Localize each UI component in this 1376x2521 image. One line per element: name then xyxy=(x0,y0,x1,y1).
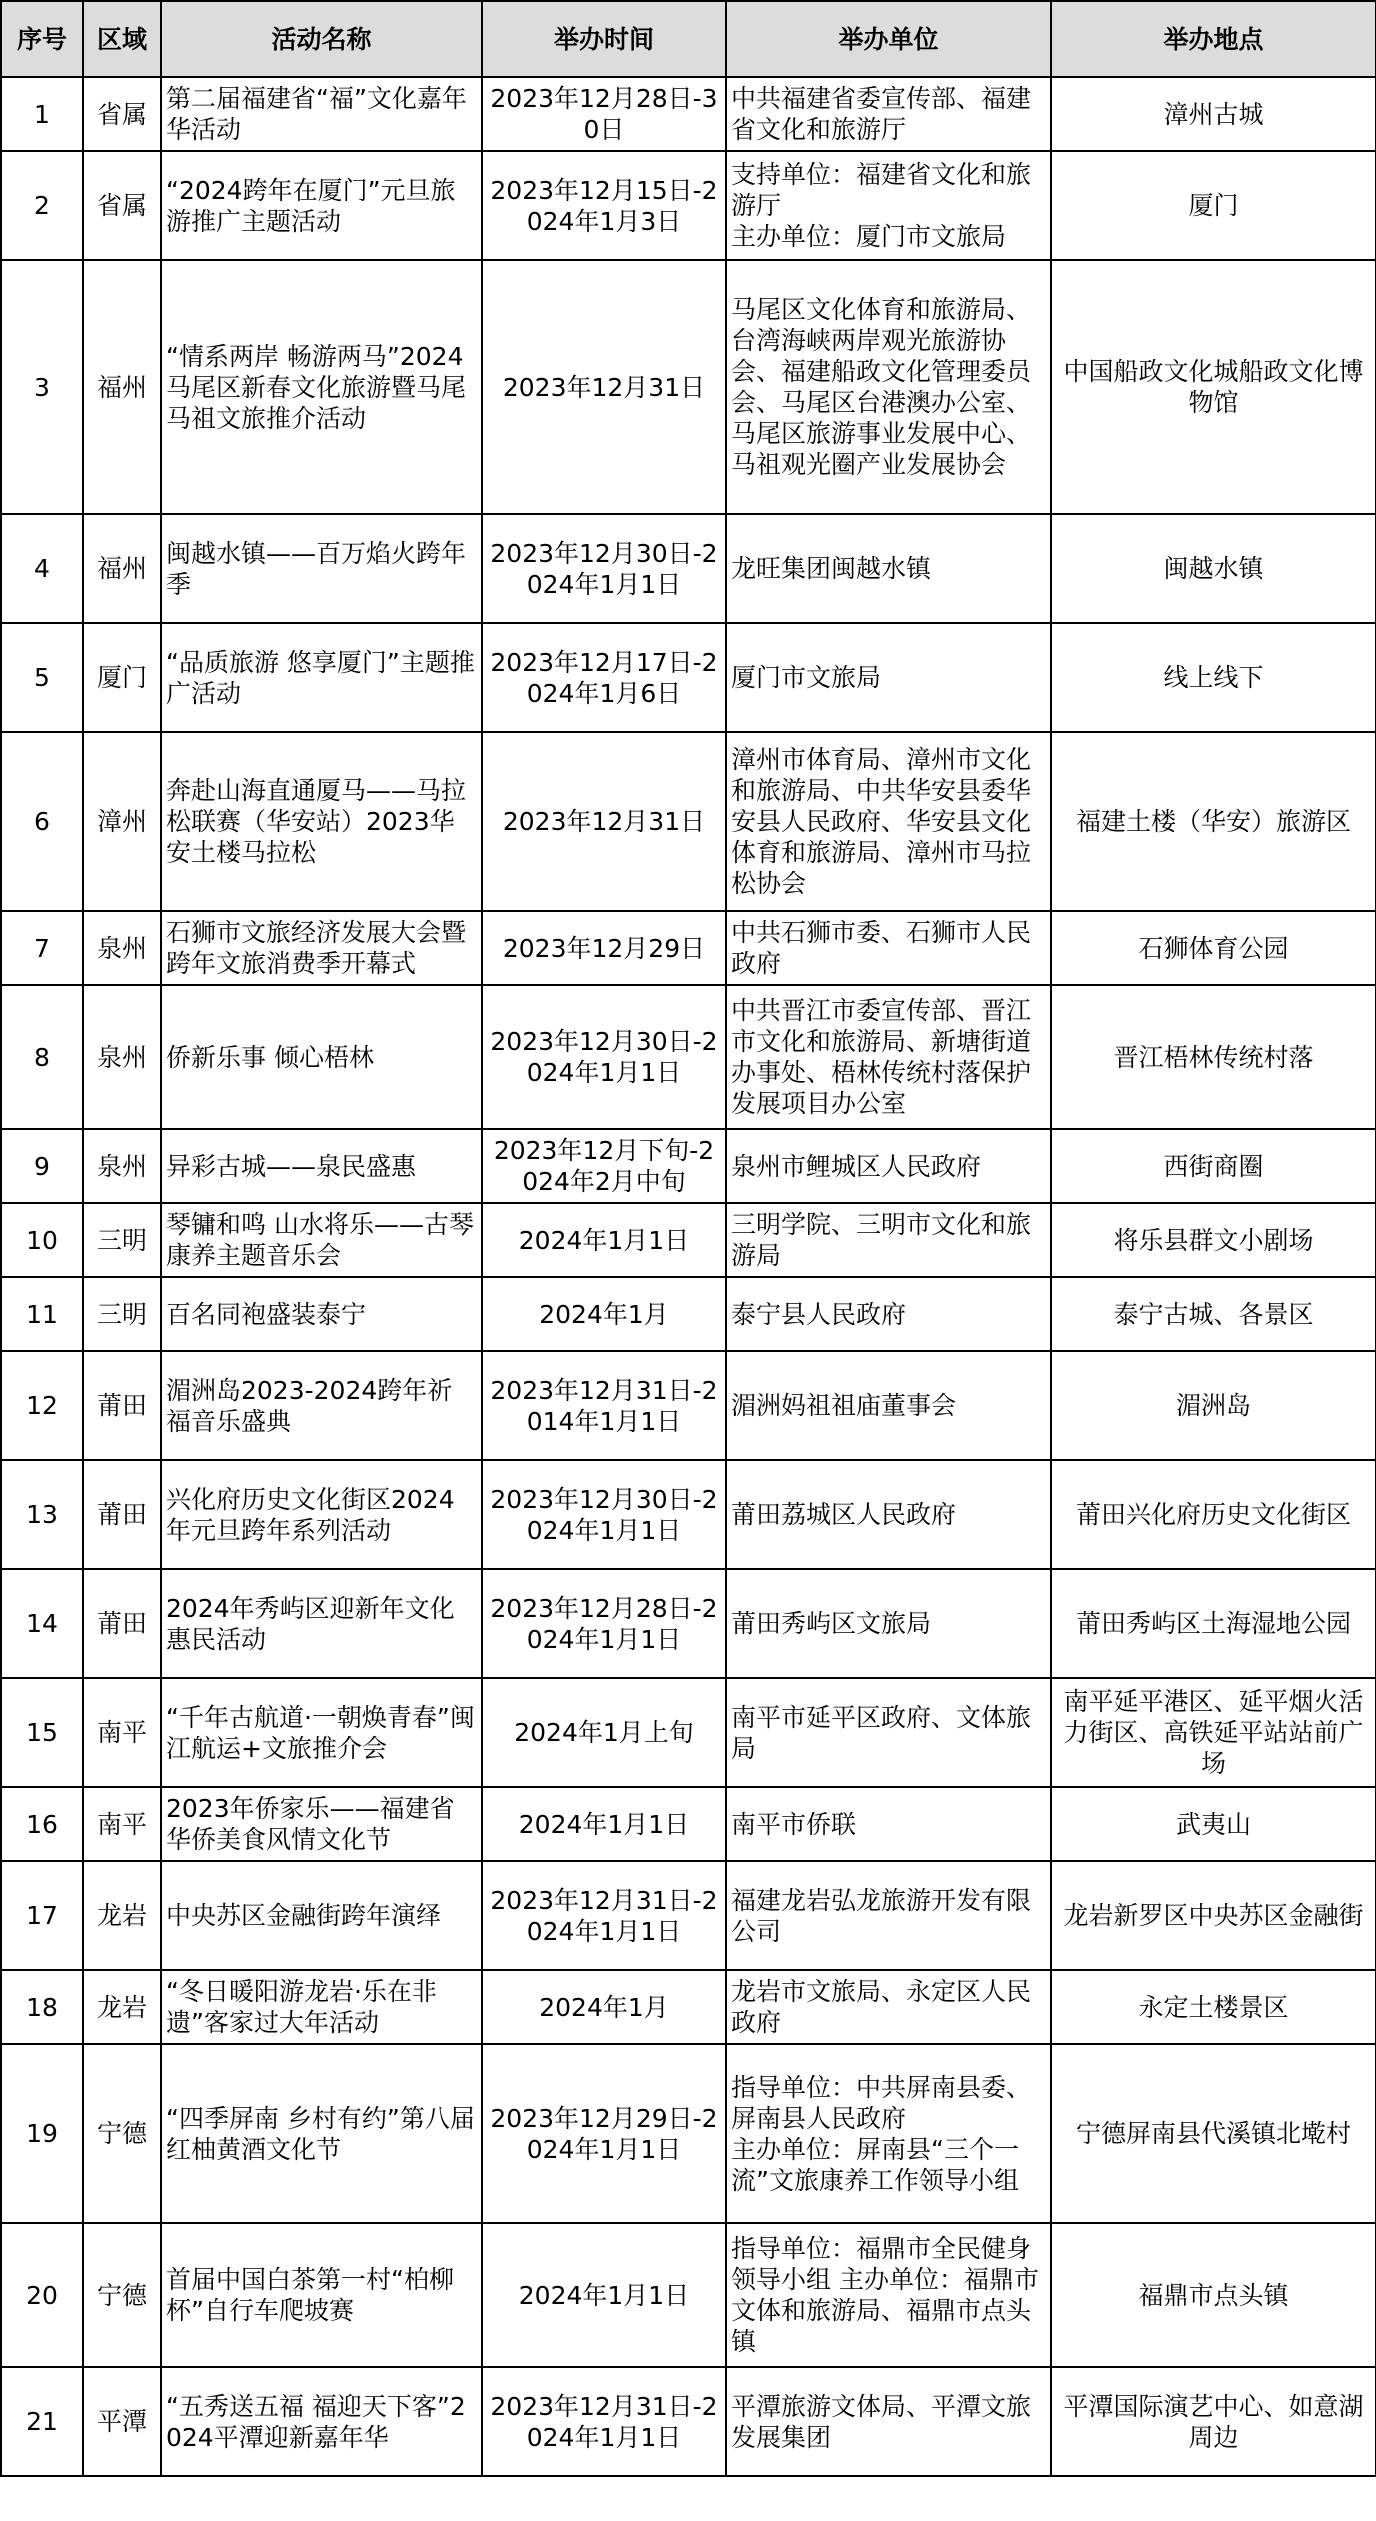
table-row xyxy=(1,1351,1376,1460)
header-row xyxy=(1,1,1376,77)
cell-venue: 泰宁古城、各景区 xyxy=(1051,1277,1376,1351)
cell-region: 莆田 xyxy=(83,1351,161,1460)
cell-region: 三明 xyxy=(83,1203,161,1277)
cell-name: 第二届福建省“福”文化嘉年华活动 xyxy=(161,77,482,151)
table-row xyxy=(1,2223,1376,2367)
cell-region: 省属 xyxy=(83,151,161,260)
header-name: 活动名称 xyxy=(161,1,482,77)
cell-region: 南平 xyxy=(83,1678,161,1787)
cell-region: 莆田 xyxy=(83,1569,161,1678)
header-time: 举办时间 xyxy=(482,1,726,77)
cell-venue: 将乐县群文小剧场 xyxy=(1051,1203,1376,1277)
cell-organizer: 指导单位：福鼎市全民健身领导小组 主办单位：福鼎市文体和旅游局、福鼎市点头镇 xyxy=(726,2223,1051,2367)
cell-name: 石狮市文旅经济发展大会暨跨年文旅消费季开幕式 xyxy=(161,911,482,985)
cell-time: 2023年12月31日-2024年1月1日 xyxy=(482,2367,726,2476)
cell-region: 厦门 xyxy=(83,623,161,732)
table-row xyxy=(1,1678,1376,1787)
cell-name: 异彩古城——泉民盛惠 xyxy=(161,1129,482,1203)
cell-organizer: 中共石狮市委、石狮市人民政府 xyxy=(726,911,1051,985)
table-row xyxy=(1,1129,1376,1203)
cell-region: 漳州 xyxy=(83,732,161,911)
cell-name: “四季屏南 乡村有约”第八届红柚黄酒文化节 xyxy=(161,2044,482,2223)
cell-no: 2 xyxy=(1,151,83,260)
header-organizer: 举办单位 xyxy=(726,1,1051,77)
cell-organizer: 莆田秀屿区文旅局 xyxy=(726,1569,1051,1678)
cell-time: 2024年1月1日 xyxy=(482,1787,726,1861)
cell-no: 16 xyxy=(1,1787,83,1861)
cell-time: 2024年1月 xyxy=(482,1970,726,2044)
cell-venue: 湄洲岛 xyxy=(1051,1351,1376,1460)
cell-name: “品质旅游 悠享厦门”主题推广活动 xyxy=(161,623,482,732)
cell-time: 2023年12月28日-2024年1月1日 xyxy=(482,1569,726,1678)
cell-venue: 西街商圈 xyxy=(1051,1129,1376,1203)
table-row xyxy=(1,623,1376,732)
table-row xyxy=(1,911,1376,985)
table-row xyxy=(1,151,1376,260)
cell-organizer: 马尾区文化体育和旅游局、台湾海峡两岸观光旅游协会、福建船政文化管理委员会、马尾区台港澳办公室、马尾区旅游事业发展中心、马祖观光圈产业发展协会 xyxy=(726,260,1051,514)
cell-time: 2023年12月31日 xyxy=(482,732,726,911)
cell-region: 南平 xyxy=(83,1787,161,1861)
cell-venue: 石狮体育公园 xyxy=(1051,911,1376,985)
cell-no: 3 xyxy=(1,260,83,514)
cell-venue: 永定土楼景区 xyxy=(1051,1970,1376,2044)
cell-no: 17 xyxy=(1,1861,83,1970)
cell-no: 13 xyxy=(1,1460,83,1569)
table-row xyxy=(1,1569,1376,1678)
cell-time: 2023年12月28日-30日 xyxy=(482,77,726,151)
cell-time: 2023年12月31日-2014年1月1日 xyxy=(482,1351,726,1460)
cell-name: 2024年秀屿区迎新年文化惠民活动 xyxy=(161,1569,482,1678)
table-row xyxy=(1,260,1376,514)
cell-organizer: 厦门市文旅局 xyxy=(726,623,1051,732)
cell-time: 2023年12月下旬-2024年2月中旬 xyxy=(482,1129,726,1203)
table-row xyxy=(1,1460,1376,1569)
cell-name: 中央苏区金融街跨年演绎 xyxy=(161,1861,482,1970)
table-row xyxy=(1,514,1376,623)
cell-organizer: 湄洲妈祖祖庙董事会 xyxy=(726,1351,1051,1460)
cell-organizer: 中共晋江市委宣传部、晋江市文化和旅游局、新塘街道办事处、梧林传统村落保护发展项目办公室 xyxy=(726,985,1051,1129)
cell-region: 福州 xyxy=(83,514,161,623)
table-row xyxy=(1,1787,1376,1861)
cell-time: 2023年12月29日-2024年1月1日 xyxy=(482,2044,726,2223)
cell-time: 2024年1月上旬 xyxy=(482,1678,726,1787)
cell-region: 平潭 xyxy=(83,2367,161,2476)
cell-region: 泉州 xyxy=(83,1129,161,1203)
cell-no: 1 xyxy=(1,77,83,151)
cell-no: 12 xyxy=(1,1351,83,1460)
cell-region: 省属 xyxy=(83,77,161,151)
cell-time: 2024年1月1日 xyxy=(482,1203,726,1277)
cell-time: 2023年12月30日-2024年1月1日 xyxy=(482,985,726,1129)
cell-organizer: 三明学院、三明市文化和旅游局 xyxy=(726,1203,1051,1277)
cell-no: 8 xyxy=(1,985,83,1129)
cell-time: 2023年12月31日 xyxy=(482,260,726,514)
header-no: 序号 xyxy=(1,1,83,77)
cell-organizer: 指导单位：中共屏南县委、屏南县人民政府 主办单位：屏南县“三个一流”文旅康养工作领导小组 xyxy=(726,2044,1051,2223)
table-row xyxy=(1,1203,1376,1277)
cell-venue: 莆田兴化府历史文化街区 xyxy=(1051,1460,1376,1569)
cell-venue: 闽越水镇 xyxy=(1051,514,1376,623)
cell-name: 奔赴山海直通厦马——马拉松联赛（华安站）2023华安土楼马拉松 xyxy=(161,732,482,911)
table-row xyxy=(1,77,1376,151)
cell-no: 19 xyxy=(1,2044,83,2223)
cell-venue: 南平延平港区、延平烟火活力街区、高铁延平站站前广场 xyxy=(1051,1678,1376,1787)
cell-organizer: 福建龙岩弘龙旅游开发有限公司 xyxy=(726,1861,1051,1970)
cell-venue: 福鼎市点头镇 xyxy=(1051,2223,1376,2367)
cell-organizer: 中共福建省委宣传部、福建省文化和旅游厅 xyxy=(726,77,1051,151)
cell-organizer: 南平市侨联 xyxy=(726,1787,1051,1861)
cell-name: “五秀送五福 福迎天下客”2024平潭迎新嘉年华 xyxy=(161,2367,482,2476)
cell-organizer: 南平市延平区政府、文体旅局 xyxy=(726,1678,1051,1787)
table-row xyxy=(1,2044,1376,2223)
cell-organizer: 泰宁县人民政府 xyxy=(726,1277,1051,1351)
cell-name: 首届中国白茶第一村“柏柳杯”自行车爬坡赛 xyxy=(161,2223,482,2367)
cell-name: “情系两岸 畅游两马”2024马尾区新春文化旅游暨马尾马祖文旅推介活动 xyxy=(161,260,482,514)
cell-name: 百名同袍盛装泰宁 xyxy=(161,1277,482,1351)
cell-venue: 线上线下 xyxy=(1051,623,1376,732)
cell-no: 11 xyxy=(1,1277,83,1351)
cell-venue: 龙岩新罗区中央苏区金融街 xyxy=(1051,1861,1376,1970)
cell-no: 7 xyxy=(1,911,83,985)
cell-region: 泉州 xyxy=(83,985,161,1129)
cell-name: 兴化府历史文化街区2024年元旦跨年系列活动 xyxy=(161,1460,482,1569)
header-venue: 举办地点 xyxy=(1051,1,1376,77)
cell-name: “冬日暖阳游龙岩·乐在非遗”客家过大年活动 xyxy=(161,1970,482,2044)
cell-region: 莆田 xyxy=(83,1460,161,1569)
table-row xyxy=(1,732,1376,911)
cell-organizer: 龙岩市文旅局、永定区人民政府 xyxy=(726,1970,1051,2044)
cell-name: “2024跨年在厦门”元旦旅游推广主题活动 xyxy=(161,151,482,260)
cell-venue: 武夷山 xyxy=(1051,1787,1376,1861)
cell-region: 宁德 xyxy=(83,2223,161,2367)
cell-name: “千年古航道·一朝焕青春”闽江航运+文旅推介会 xyxy=(161,1678,482,1787)
cell-no: 14 xyxy=(1,1569,83,1678)
cell-time: 2024年1月 xyxy=(482,1277,726,1351)
cell-venue: 晋江梧林传统村落 xyxy=(1051,985,1376,1129)
cell-venue: 福建土楼（华安）旅游区 xyxy=(1051,732,1376,911)
table-row xyxy=(1,1277,1376,1351)
cell-no: 9 xyxy=(1,1129,83,1203)
cell-time: 2023年12月30日-2024年1月1日 xyxy=(482,514,726,623)
cell-region: 宁德 xyxy=(83,2044,161,2223)
cell-time: 2023年12月17日-2024年1月6日 xyxy=(482,623,726,732)
table-row xyxy=(1,985,1376,1129)
cell-time: 2023年12月30日-2024年1月1日 xyxy=(482,1460,726,1569)
cell-no: 18 xyxy=(1,1970,83,2044)
cell-no: 6 xyxy=(1,732,83,911)
cell-time: 2023年12月31日-2024年1月1日 xyxy=(482,1861,726,1970)
cell-name: 闽越水镇——百万焰火跨年季 xyxy=(161,514,482,623)
cell-organizer: 龙旺集团闽越水镇 xyxy=(726,514,1051,623)
cell-time: 2023年12月29日 xyxy=(482,911,726,985)
table-row xyxy=(1,1970,1376,2044)
cell-no: 10 xyxy=(1,1203,83,1277)
cell-no: 4 xyxy=(1,514,83,623)
cell-venue: 宁德屏南县代溪镇北墘村 xyxy=(1051,2044,1376,2223)
cell-organizer: 支持单位：福建省文化和旅游厅 主办单位：厦门市文旅局 xyxy=(726,151,1051,260)
cell-time: 2023年12月15日-2024年1月3日 xyxy=(482,151,726,260)
cell-no: 15 xyxy=(1,1678,83,1787)
cell-region: 龙岩 xyxy=(83,1970,161,2044)
cell-time: 2024年1月1日 xyxy=(482,2223,726,2367)
cell-name: 侨新乐事 倾心梧林 xyxy=(161,985,482,1129)
cell-no: 5 xyxy=(1,623,83,732)
cell-organizer: 漳州市体育局、漳州市文化和旅游局、中共华安县委华安县人民政府、华安县文化体育和旅游局、漳州市马拉松协会 xyxy=(726,732,1051,911)
table-row xyxy=(1,2367,1376,2476)
cell-venue: 漳州古城 xyxy=(1051,77,1376,151)
cell-venue: 厦门 xyxy=(1051,151,1376,260)
cell-region: 三明 xyxy=(83,1277,161,1351)
cell-no: 21 xyxy=(1,2367,83,2476)
cell-name: 琴镛和鸣 山水将乐——古琴康养主题音乐会 xyxy=(161,1203,482,1277)
cell-no: 20 xyxy=(1,2223,83,2367)
cell-organizer: 泉州市鲤城区人民政府 xyxy=(726,1129,1051,1203)
cell-venue: 平潭国际演艺中心、如意湖周边 xyxy=(1051,2367,1376,2476)
cell-venue: 莆田秀屿区土海湿地公园 xyxy=(1051,1569,1376,1678)
cell-region: 龙岩 xyxy=(83,1861,161,1970)
cell-organizer: 莆田荔城区人民政府 xyxy=(726,1460,1051,1569)
cell-name: 2023年侨家乐——福建省华侨美食风情文化节 xyxy=(161,1787,482,1861)
cell-venue: 中国船政文化城船政文化博物馆 xyxy=(1051,260,1376,514)
cell-region: 泉州 xyxy=(83,911,161,985)
table-row xyxy=(1,1861,1376,1970)
header-region: 区域 xyxy=(83,1,161,77)
cell-region: 福州 xyxy=(83,260,161,514)
cell-organizer: 平潭旅游文体局、平潭文旅发展集团 xyxy=(726,2367,1051,2476)
cell-name: 湄洲岛2023-2024跨年祈福音乐盛典 xyxy=(161,1351,482,1460)
